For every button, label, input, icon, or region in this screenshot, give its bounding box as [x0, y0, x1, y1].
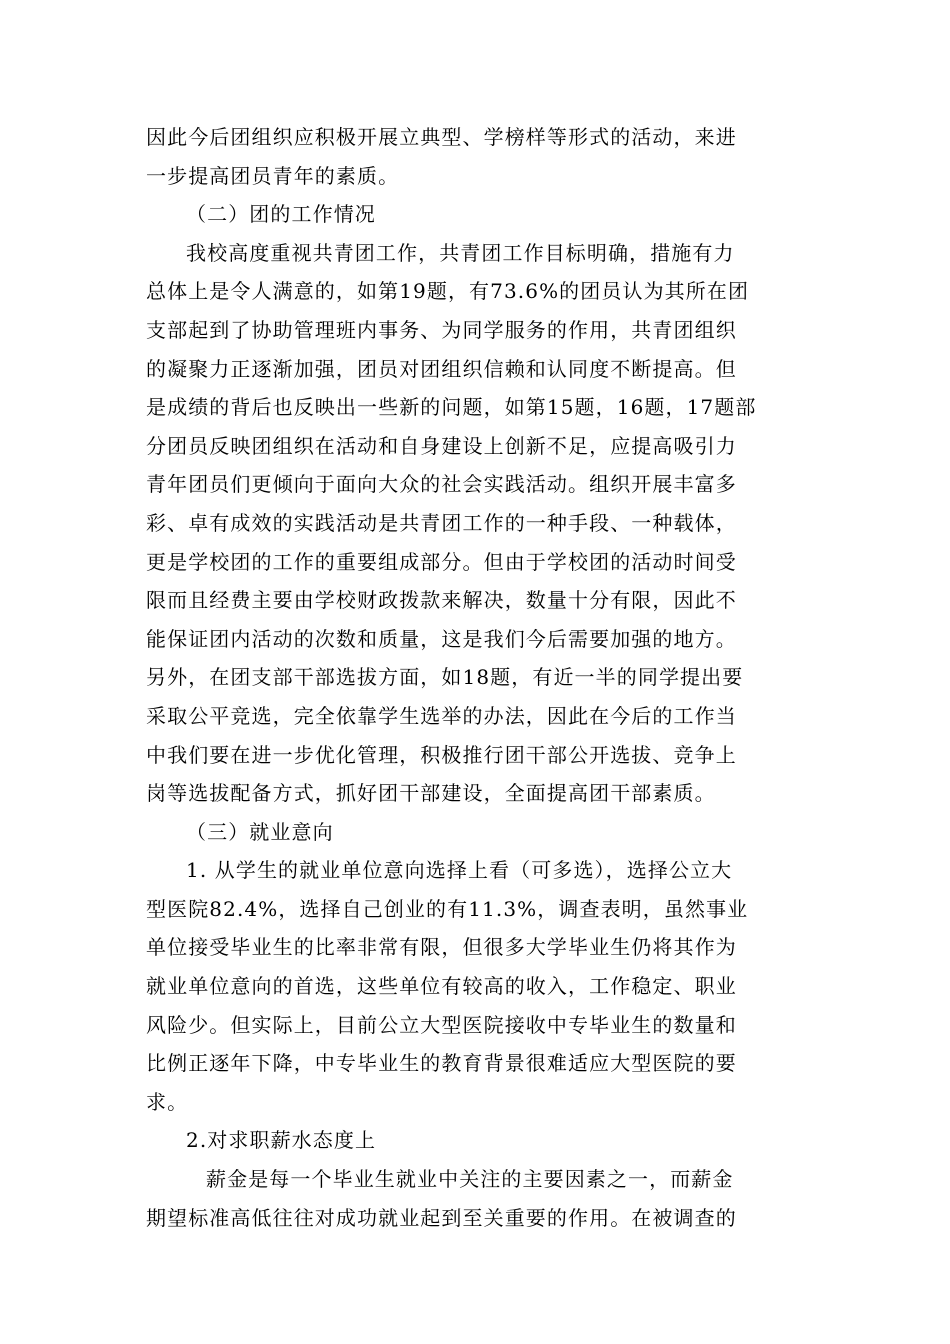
text-line: 因此今后团组织应积极开展立典型、学榜样等形式的活动，来进 — [146, 125, 737, 149]
text-line: 单位接受毕业生的比率非常有限，但很多大学毕业生仍将其作为 — [146, 935, 737, 960]
text-line: 限而且经费主要由学校财政拨款来解决，数量十分有限，因此不 — [146, 588, 737, 613]
text-line: 薪金是每一个毕业生就业中关注的主要因素之一，而薪金 — [206, 1167, 734, 1192]
text-line: 岗等选拔配备方式，抓好团干部建设，全面提高团干部素质。 — [146, 781, 716, 806]
text-line: 求。 — [146, 1089, 189, 1114]
text-line: 更是学校团的工作的重要组成部分。但由于学校团的活动时间受 — [146, 549, 737, 574]
text-line: 支部起到了协助管理班内事务、为同学服务的作用，共青团组织 — [146, 317, 737, 342]
text-line: 能保证团内活动的次数和质量，这是我们今后需要加强的地方。 — [146, 626, 737, 651]
text-line: 采取公平竞选，完全依靠学生选举的办法，因此在今后的工作当 — [146, 703, 737, 728]
text-line: 期望标准高低往往对成功就业起到至关重要的作用。在被调查的 — [146, 1205, 737, 1230]
text-line: 比例正逐年下降，中专毕业生的教育背景很难适应大型医院的要 — [146, 1051, 737, 1076]
text-line: 1. 从学生的就业单位意向选择上看（可多选），选择公立大 — [186, 858, 733, 883]
text-line: 是成绩的背后也反映出一些新的问题，如第15题，16题，17题部 — [146, 395, 757, 420]
text-line: 型医院82.4%，选择自己创业的有11.3%，调查表明，虽然事业 — [146, 896, 749, 921]
text-line: 彩、卓有成效的实践活动是共青团工作的一种手段、一种载体， — [146, 510, 737, 535]
text-line: 就业单位意向的首选，这些单位有较高的收入，工作稳定、职业 — [146, 974, 737, 999]
text-line: 的凝聚力正逐渐加强，团员对团组织信赖和认同度不断提高。但 — [146, 356, 737, 381]
text-line: （三）就业意向 — [186, 819, 334, 844]
text-line: 中我们要在进一步优化管理，积极推行团干部公开选拔、竞争上 — [146, 742, 737, 767]
text-line: 2.对求职薪水态度上 — [186, 1128, 377, 1153]
text-line: 总体上是令人满意的，如第19题，有73.6%的团员认为其所在团 — [146, 279, 750, 304]
text-line: 一步提高团员青年的素质。 — [146, 163, 400, 188]
text-line: 青年团员们更倾向于面向大众的社会实践活动。组织开展丰富多 — [146, 472, 737, 497]
document-body — [146, 118, 806, 1237]
text-line: 风险少。但实际上，目前公立大型医院接收中专毕业生的数量和 — [146, 1012, 737, 1037]
text-line: 分团员反映团组织在活动和自身建设上创新不足，应提高吸引力 — [146, 433, 737, 458]
text-line: （二）团的工作情况 — [186, 202, 376, 227]
text-line: 我校高度重视共青团工作，共青团工作目标明确，措施有力 — [186, 240, 735, 265]
text-line: 另外，在团支部干部选拔方面，如18题，有近一半的同学提出要 — [146, 665, 744, 690]
